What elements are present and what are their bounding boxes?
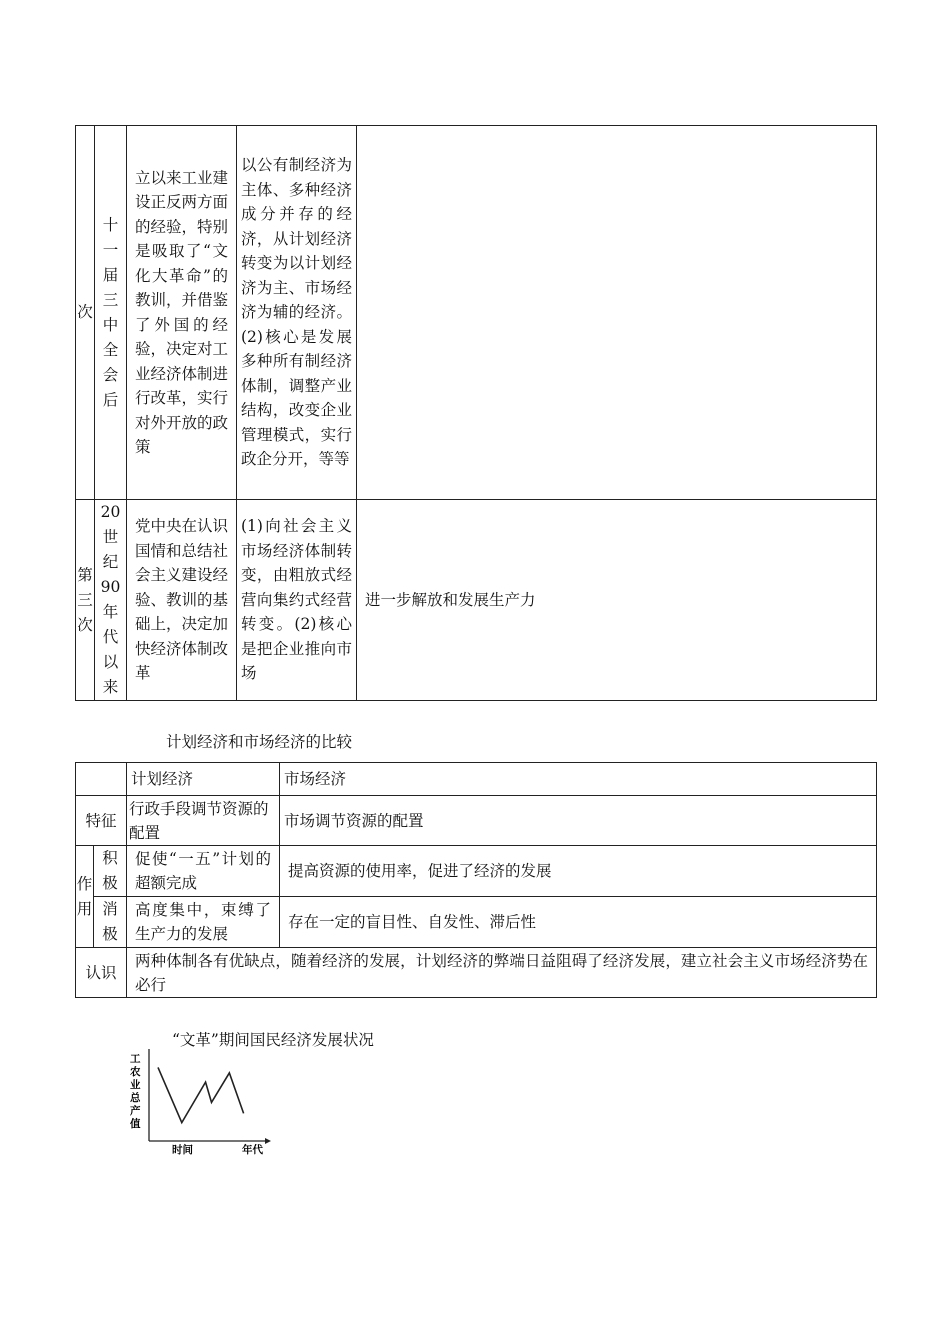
- series-line: [158, 1067, 244, 1122]
- comparison-table: [75, 762, 877, 998]
- gdp-line-chart: [128, 1045, 273, 1160]
- effect-cell: 进一步解放和发展生产力: [357, 500, 877, 701]
- table-row: [76, 126, 877, 500]
- understanding-text: 两种体制各有优缺点，随着经济的发展，计划经济的弊端日益阻碍了经济发展，建立社会主义市场经济势在必行: [127, 948, 877, 998]
- reform-table: [75, 125, 877, 701]
- comparison-caption: 计划经济和市场经济的比较: [166, 733, 353, 751]
- y-axis-label-char: 产: [130, 1105, 141, 1117]
- time-char: 纪: [102, 553, 119, 571]
- time-char: 十: [102, 215, 119, 234]
- stage-cell: [76, 500, 95, 701]
- stage-char: 三: [77, 590, 93, 609]
- effect-cell: [357, 126, 877, 500]
- time-char: 全: [102, 340, 119, 359]
- time-char: 世: [102, 528, 119, 546]
- header-planned: 计划经济: [127, 763, 280, 796]
- time-char: 中: [102, 315, 119, 334]
- time-cell: [95, 500, 127, 701]
- table-row: [76, 796, 877, 846]
- time-char: 会: [102, 365, 119, 384]
- understanding-label: 认识: [76, 948, 127, 998]
- time-char: 届: [102, 265, 119, 284]
- feature-label: 特征: [76, 796, 127, 846]
- table-row: [76, 897, 877, 948]
- reason-cell: 党中央在认识国情和总结社会主义建设经验、教训的基础上，决定加快经济体制改革: [127, 500, 237, 701]
- negative-planned: 高度集中，束缚了生产力的发展: [127, 897, 280, 948]
- time-char: 以: [102, 653, 119, 671]
- table-row: [76, 763, 877, 796]
- time-char: 代: [102, 628, 119, 646]
- negative-char: 消: [102, 900, 118, 918]
- time-char: 一: [102, 240, 119, 259]
- chart-title: “文革”期间国民经济发展状况: [172, 1031, 374, 1049]
- x-axis-unit: 年代: [242, 1144, 263, 1156]
- time-char: 年: [102, 603, 119, 621]
- stage-char: 次: [77, 615, 93, 634]
- time-char: 三: [102, 290, 119, 309]
- time-char: 20: [100, 503, 121, 521]
- positive-char: 极: [102, 874, 118, 892]
- time-char: 来: [102, 678, 119, 696]
- negative-char: 极: [102, 925, 118, 943]
- feature-planned: 行政手段调节资源的配置: [127, 796, 280, 846]
- negative-market: 存在一定的盲目性、自发性、滞后性: [280, 897, 877, 948]
- time-char: 后: [102, 390, 119, 409]
- corner-cell: [76, 763, 127, 796]
- y-axis-label-char: 业: [130, 1079, 141, 1091]
- y-axis-label-char: 工: [130, 1053, 141, 1065]
- y-axis-label-char: 农: [130, 1066, 141, 1078]
- table-row: [76, 500, 877, 701]
- negative-label: [94, 897, 127, 948]
- positive-market: 提高资源的使用率，促进了经济的发展: [280, 846, 877, 897]
- content-cell: 以公有制经济为主体、多种经济成分并存的经济，从计划经济转变为以计划经济为主、市场经济为辅的经济。(2)核心是发展多种所有制经济体制，调整产业结构，改变企业管理模式，实行政企分开，等等: [237, 126, 357, 500]
- y-axis-label: [129, 1053, 141, 1130]
- header-market: 市场经济: [280, 763, 877, 796]
- time-cell: [95, 126, 127, 500]
- positive-char: 积: [102, 849, 118, 867]
- stage-cell: 次: [76, 126, 95, 500]
- y-axis-label-char: 总: [130, 1092, 141, 1104]
- role-label: [76, 846, 94, 948]
- x-axis-label: 时间: [172, 1144, 193, 1156]
- role-char: 作: [76, 874, 93, 893]
- positive-label: [94, 846, 127, 897]
- feature-market: 市场调节资源的配置: [280, 796, 877, 846]
- x-axis-arrow: [265, 1138, 271, 1144]
- y-axis-label-char: 值: [130, 1118, 141, 1130]
- reason-cell: 立以来工业建设正反两方面的经验，特别是吸取了“文化大革命”的教训，并借鉴了外国的经验，决定对工业经济体制进行改革，实行对外开放的政策: [127, 126, 237, 500]
- time-char: 90: [100, 578, 121, 596]
- table-row: [76, 846, 877, 897]
- role-char: 用: [76, 899, 93, 918]
- table-row: [76, 948, 877, 998]
- content-cell: (1)向社会主义市场经济体制转变，由粗放式经营向集约式经营转变。(2)核心是把企业推向市场: [237, 500, 357, 701]
- stage-char: 第: [77, 565, 93, 584]
- positive-planned: 促使“一五”计划的超额完成: [127, 846, 280, 897]
